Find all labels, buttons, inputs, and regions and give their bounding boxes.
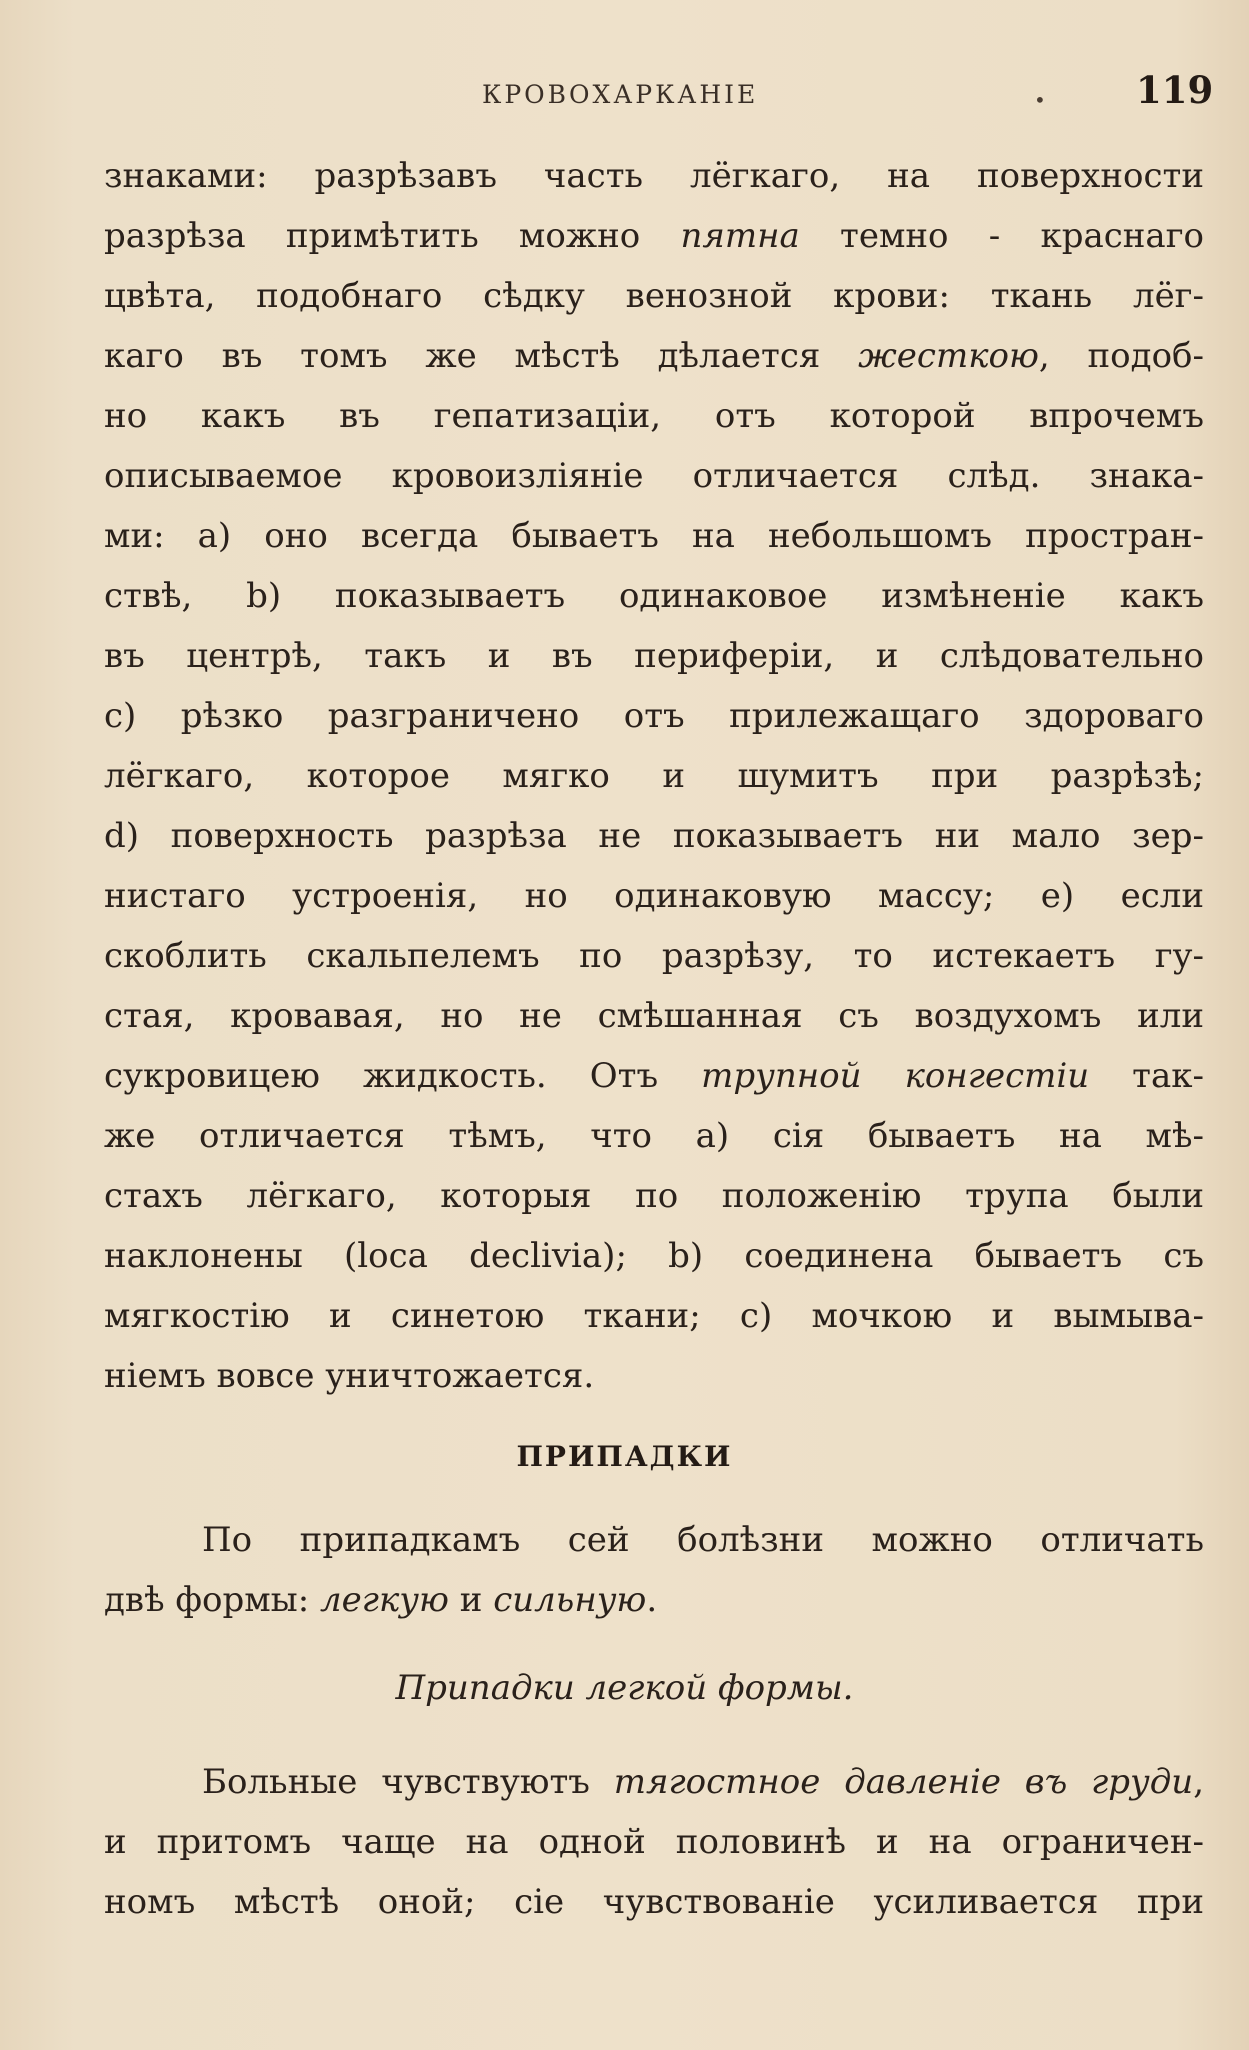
text-line: двѣ формы: легкую и сильную. bbox=[104, 1580, 658, 1620]
italic-emphasis: сильную bbox=[493, 1580, 647, 1620]
text-line: въ центрѣ, такъ и въ периферіи, и слѣдовательно bbox=[104, 636, 1204, 676]
text-line: описываемое кровоизліяніе отличается слѣд. знака- bbox=[104, 456, 1204, 496]
text-line: мягкостію и синетою ткани; c) мочкою и вымыва- bbox=[104, 1296, 1204, 1336]
page-number: 119 bbox=[1136, 68, 1214, 112]
text-line: лёгкаго, которое мягко и шумитъ при разрѣзѣ; bbox=[104, 756, 1204, 796]
italic-emphasis: трупной конгестіи bbox=[701, 1056, 1090, 1096]
text-line: По припадкамъ сей болѣзни можно отличать bbox=[202, 1520, 1204, 1560]
text-line: каго въ томъ же мѣстѣ дѣлается жесткою, подоб- bbox=[104, 336, 1204, 376]
text-line: стахъ лёгкаго, которыя по положенію трупа были bbox=[104, 1176, 1204, 1216]
paragraph-1 bbox=[104, 146, 1204, 1406]
section-heading: ПРИПАДКИ bbox=[516, 1440, 733, 1473]
text-line: нистаго устроенія, но одинаковую массу; e) если bbox=[104, 876, 1204, 916]
text-line: ніемъ вовсе уничтожается. bbox=[104, 1356, 595, 1396]
text-line: знаками: разрѣзавъ часть лёгкаго, на поверхности bbox=[104, 156, 1204, 196]
text-line: сукровицею жидкость. Отъ трупной конгестіи так- bbox=[104, 1056, 1204, 1096]
italic-emphasis: тягостное давленіе въ груди bbox=[613, 1762, 1194, 1802]
text-line: номъ мѣстѣ оной; сіе чувствованіе усиливается при bbox=[104, 1882, 1204, 1922]
text-line: d) поверхность разрѣза не показываетъ ни мало зер- bbox=[104, 816, 1204, 856]
subsection-heading: Припадки легкой формы. bbox=[395, 1668, 854, 1708]
text-line: стая, кровавая, но не смѣшанная съ воздухомъ или bbox=[104, 996, 1204, 1036]
text-line: Больные чувствуютъ тягостное давленіе въ груди, bbox=[202, 1762, 1204, 1802]
running-head bbox=[0, 68, 1249, 118]
text-line: ствѣ, b) показываетъ одинаковое измѣненіе какъ bbox=[104, 576, 1204, 616]
text-line: скоблить скальпелемъ по разрѣзу, то истекаетъ гу- bbox=[104, 936, 1204, 976]
text-line: цвѣта, подобнаго сѣдку венозной крови: ткань лёг- bbox=[104, 276, 1204, 316]
text-line: но какъ въ гепатизаціи, отъ которой впрочемъ bbox=[104, 396, 1204, 436]
text-line: же отличается тѣмъ, что a) сія бываетъ на мѣ- bbox=[104, 1116, 1204, 1156]
paragraph-2 bbox=[104, 1510, 1204, 1630]
italic-emphasis: жесткою bbox=[858, 336, 1039, 376]
ornament-dot: • bbox=[1034, 88, 1046, 112]
italic-emphasis: легкую bbox=[320, 1580, 449, 1620]
text-line: наклонены (loca declivia); b) соединена бываетъ съ bbox=[104, 1236, 1204, 1276]
text-line: ми: a) оно всегда бываетъ на небольшомъ простран- bbox=[104, 516, 1204, 556]
italic-emphasis: пятна bbox=[680, 216, 800, 256]
text-line: c) рѣзко разграничено отъ прилежащаго здороваго bbox=[104, 696, 1204, 736]
paragraph-3 bbox=[104, 1752, 1204, 1932]
running-title: КРОВОХАРКАНІЕ bbox=[482, 80, 759, 109]
text-line: разрѣза примѣтить можно пятна темно - краснаго bbox=[104, 216, 1204, 256]
text-line: и притомъ чаще на одной половинѣ и на ограничен- bbox=[104, 1822, 1204, 1862]
